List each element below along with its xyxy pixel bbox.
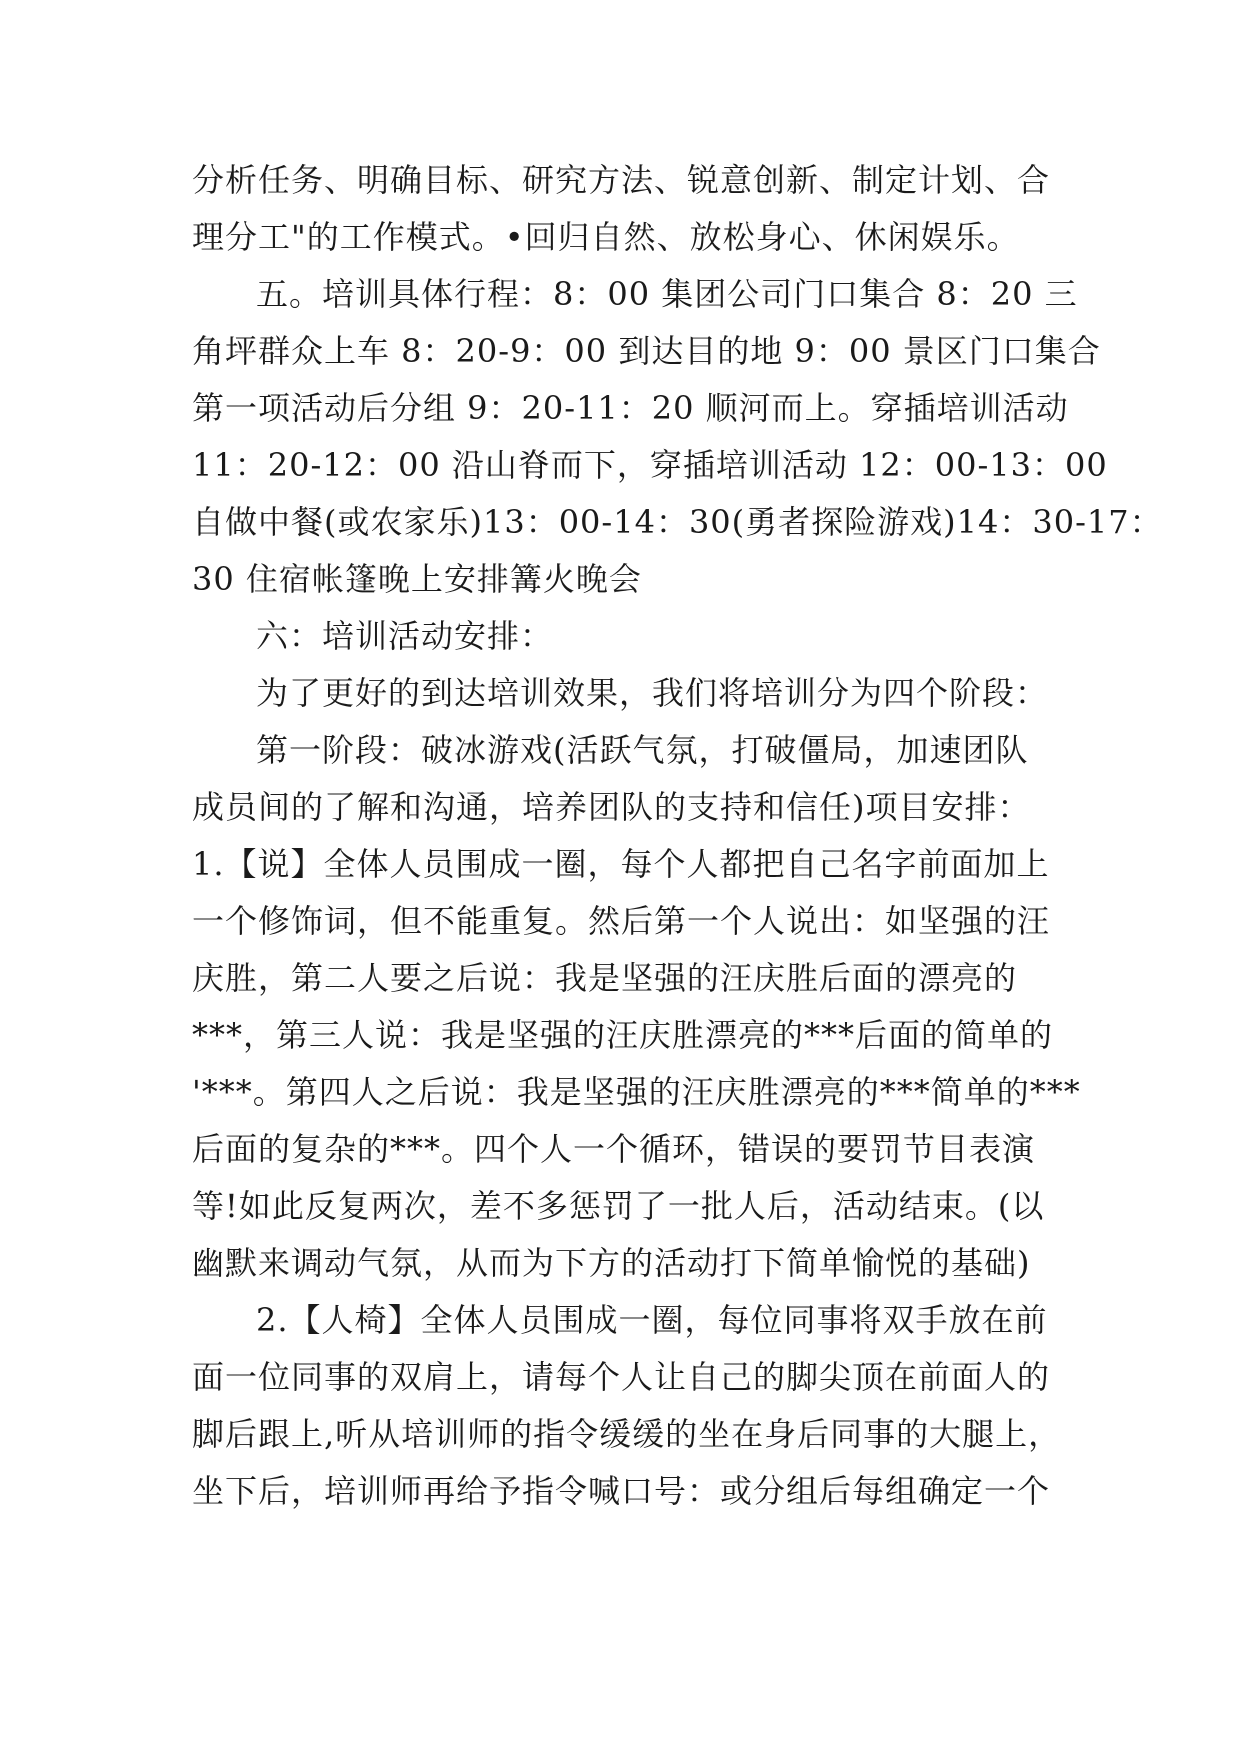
- stage-one-heading: 第一阶段：破冰游戏(活跃气氛，打破僵局，加速团队: [256, 731, 1029, 769]
- list-item-1: 1.【说】全体人员围成一圈，每个人都把自己名字前面加上: [192, 845, 1050, 883]
- text-line: 坐下后，培训师再给予指令喊口号：或分组后每组确定一个: [192, 1472, 1051, 1510]
- text-line: 幽默来调动气氛，从而为下方的活动打下简单愉悦的基础): [192, 1244, 1031, 1282]
- text-line: 理分工"的工作模式。•回归自然、放松身心、休闲娱乐。: [192, 218, 1020, 256]
- text-line: 第一项活动后分组 9：20-11：20 顺河而上。穿插培训活动: [192, 389, 1069, 427]
- section-heading-itinerary: 五。培训具体行程：8：00 集团公司门口集合 8：20 三: [256, 275, 1078, 313]
- text-line: 成员间的了解和沟通，培养团队的支持和信任)项目安排：: [192, 788, 1031, 826]
- list-item-2: 2.【人椅】全体人员围成一圈，每位同事将双手放在前: [256, 1301, 1048, 1339]
- text-line: 30 住宿帐篷晚上安排篝火晚会: [192, 560, 642, 598]
- text-line: 分析任务、明确目标、研究方法、锐意创新、制定计划、合: [192, 161, 1051, 199]
- section-heading-activities: 六：培训活动安排：: [256, 617, 554, 655]
- text-line: '***。第四人之后说：我是坚强的汪庆胜漂亮的***简单的***: [192, 1073, 1081, 1111]
- text-line: 面一位同事的双肩上，请每个人让自己的脚尖顶在前面人的: [192, 1358, 1051, 1396]
- text-line: 11：20-12：00 沿山脊而下，穿插培训活动 12：00-13：00: [192, 446, 1108, 484]
- text-line: 脚后跟上,听从培训师的指令缓缓的坐在身后同事的大腿上，: [192, 1415, 1062, 1453]
- text-line: 角坪群众上车 8：20-9：00 到达目的地 9：00 景区门口集合: [192, 332, 1101, 370]
- text-line: 为了更好的到达培训效果，我们将培训分为四个阶段：: [256, 674, 1049, 712]
- text-line: 等!如此反复两次，差不多惩罚了一批人后，活动结束。(以: [192, 1187, 1045, 1225]
- text-line: 自做中餐(或农家乐)13：00-14：30(勇者探险游戏)14：30-17：: [192, 503, 1163, 541]
- text-line: 一个修饰词，但不能重复。然后第一个人说出：如坚强的汪: [192, 902, 1051, 940]
- text-line: 后面的复杂的***。四个人一个循环，错误的要罚节目表演: [192, 1130, 1036, 1168]
- text-line: ***，第三人说：我是坚强的汪庆胜漂亮的***后面的简单的: [192, 1016, 1054, 1054]
- text-line: 庆胜，第二人要之后说：我是坚强的汪庆胜后面的漂亮的: [192, 959, 1018, 997]
